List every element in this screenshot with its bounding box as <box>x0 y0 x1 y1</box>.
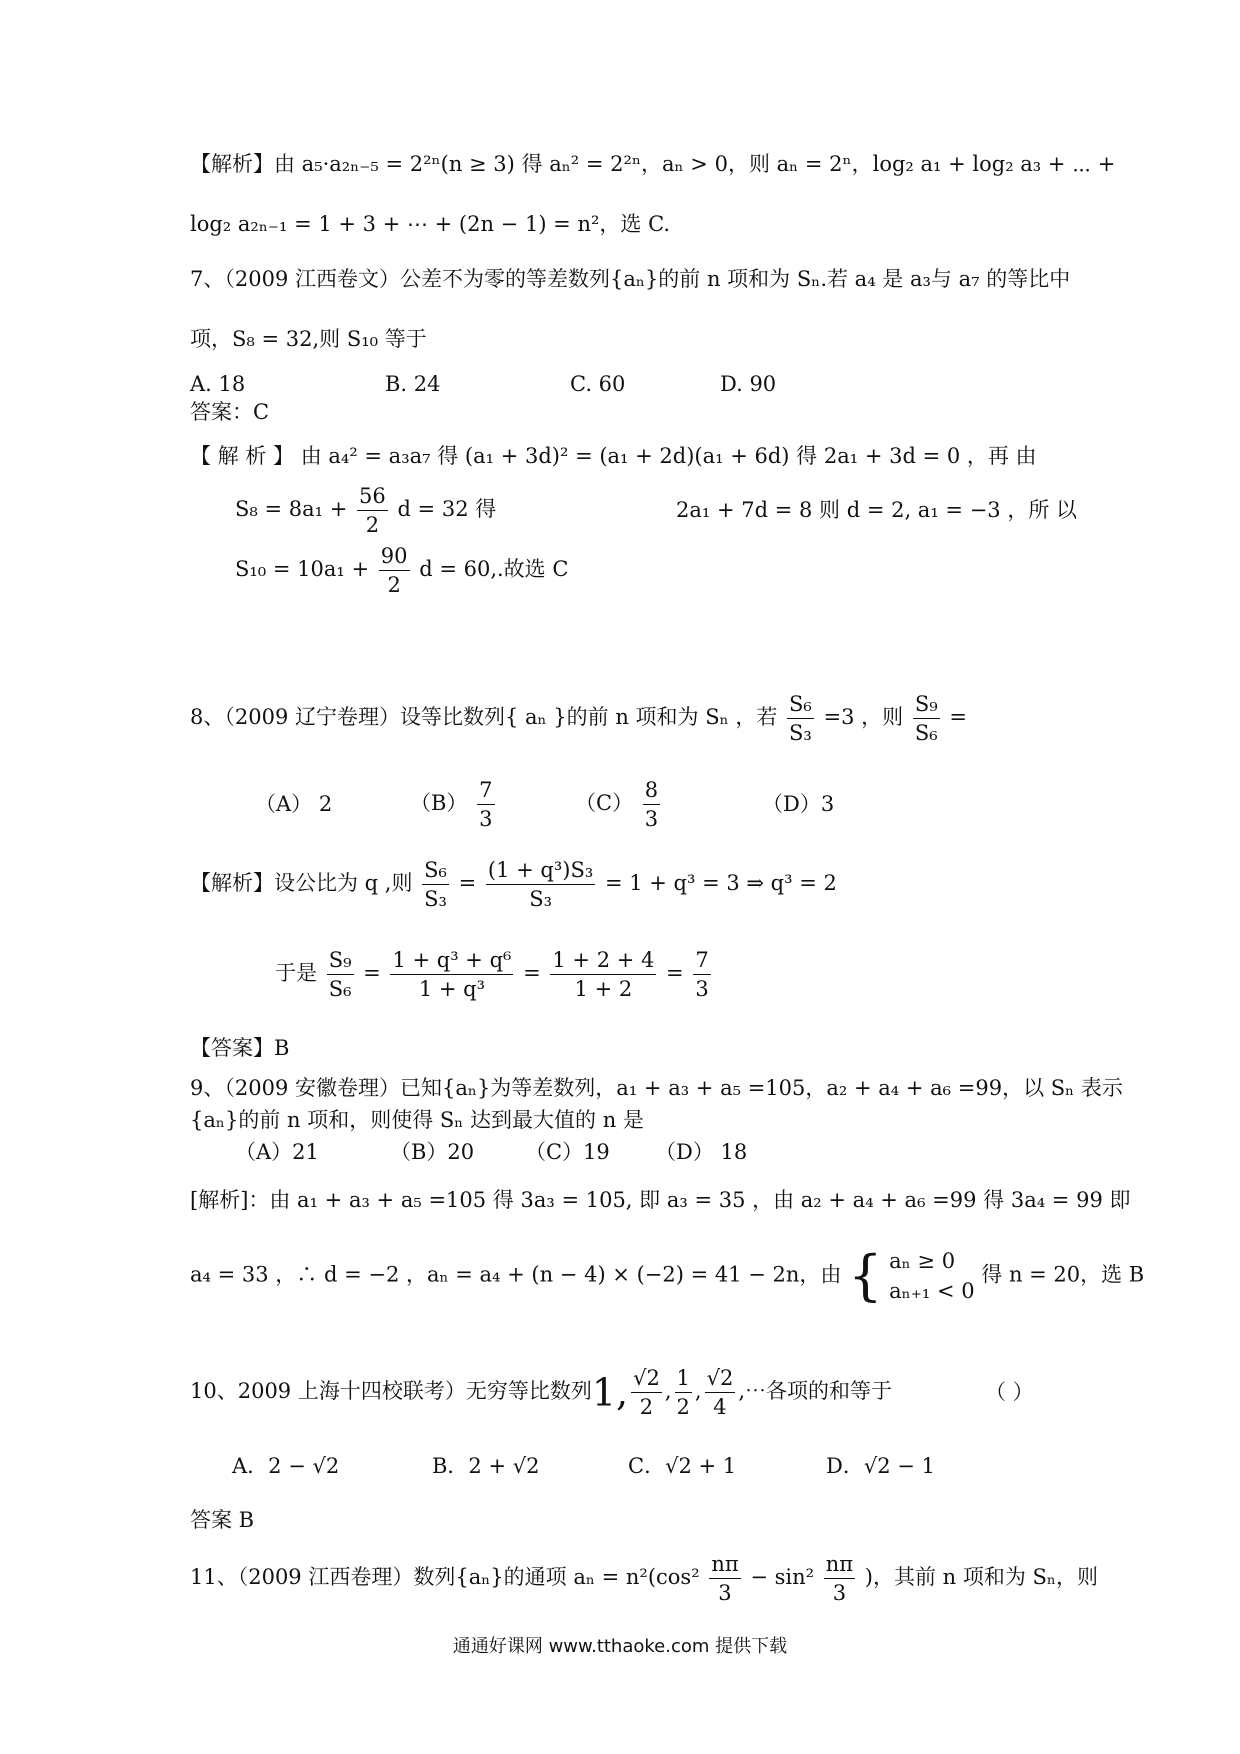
fraction: $\frac{8}{3}$ <box>644 778 659 831</box>
q9-option-d: （D） 18 <box>655 1140 748 1164</box>
q7-analysis-line-1: 【 解 析 】 由 a₄² = a₃a₇ 得 (a₁ + 3d)² = (a₁ + 2d)(a₁ + 6d) 得 2a₁ + 3d = 0 ，再 由 <box>190 444 1037 468</box>
analysis-6-line-2: log₂ a₂ₙ₋₁ = 1 + 3 + ⋯ + (2n − 1) = n²，选 C. <box>190 212 671 236</box>
q8-option-b <box>410 776 498 833</box>
q8-option-a: （A） 2 <box>255 792 333 816</box>
q7-analysis-line-2 <box>235 482 496 539</box>
q11-text-post: )，其前 n 项和为 Sₙ，则 <box>864 1565 1098 1589</box>
q8-answer: 【答案】B <box>190 1036 290 1060</box>
q8-text-eq: = <box>949 705 967 729</box>
q11-text-pre: 11、（2009 江西卷理）数列{aₙ}的通项 aₙ = n²(cos² <box>190 1565 700 1589</box>
q7-analysis-line-3 <box>235 542 568 599</box>
q9-analysis-pre: a₄ = 33 ，∴ d = −2 ，aₙ = a₄ + (n − 4) × (−2) = 41 − 2n，由 <box>190 1262 842 1287</box>
q7-option-c: C. 60 <box>570 372 626 396</box>
q8-option-d: （D）3 <box>762 792 835 816</box>
q9-option-a: （A）21 <box>235 1140 319 1164</box>
q10-option-c: C．√2 + 1 <box>628 1454 737 1478</box>
fraction: $\frac{\text{S₆}}{\text{S₃}}$ <box>789 692 812 745</box>
question-9-line-2: {aₙ}的前 n 项和，则使得 Sₙ 达到最大值的 n 是 <box>190 1108 644 1132</box>
question-7-line-1: 7、（2009 江西卷文）公差不为零的等差数列{aₙ}的前 n 项和为 Sₙ.若 a₄ 是 a₃与 a₇ 的等比中 <box>190 267 1071 291</box>
q11-text-mid: − sin² <box>750 1565 815 1589</box>
q9-analysis-post: 得 n = 20，选 B <box>981 1262 1145 1287</box>
question-11-line <box>190 1550 1098 1607</box>
q9-option-b: （B）20 <box>390 1140 475 1164</box>
question-8-line <box>190 690 967 747</box>
analysis-6-line-1: 【解析】由 a₅·a₂ₙ₋₅ = 2²ⁿ(n ≥ 3) 得 aₙ² = 2²ⁿ，aₙ > 0，则 aₙ = 2ⁿ，log₂ a₁ + log₂ a₃ + ⋯ + <box>190 152 1116 176</box>
q10-answer: 答案 B <box>190 1508 255 1532</box>
fraction: $\frac{\text{S₉}}{\text{S₆}}$ <box>328 948 352 1001</box>
q7-option-b: B. 24 <box>385 372 441 396</box>
q10-option-d: D．√2 − 1 <box>826 1454 935 1478</box>
q10-option-b: B．2 + √2 <box>432 1454 540 1478</box>
inequality-2: aₙ₊₁ < 0 <box>889 1279 975 1303</box>
fraction: $\frac{√2}{2}$ <box>633 1366 660 1419</box>
q8-analysis-pre: 【解析】设公比为 q ,则 <box>190 871 413 895</box>
q8-option-c <box>575 776 663 833</box>
q8-analysis-2-pre: 于是 <box>275 961 317 985</box>
q9-analysis-line-2 <box>190 1246 1144 1306</box>
fraction: $\frac{√2}{4}$ <box>706 1366 734 1419</box>
q10-answer-blank: （ ） <box>985 1380 1034 1404</box>
q7-answer: 答案：C <box>190 400 270 424</box>
q7-option-d: D. 90 <box>720 372 777 396</box>
q8-analysis-line-2: 于是 $\frac{\text{S₉}}{\text{S₆}}$ = $\frac{\text{1 + q³ + q⁶}}{\text{1 + q³}}$ = $\frac{1 + 2 + 4}{1 + 2}$ = $\frac{7}{3}$ <box>275 948 709 1001</box>
left-brace-icon: { <box>848 1244 883 1307</box>
q10-first-term: 1, <box>591 1370 629 1415</box>
q9-option-c: （C）19 <box>525 1140 610 1164</box>
fraction: $\frac{7}{3}$ <box>479 778 493 831</box>
question-7-line-2: 项，S₈ = 32,则 S₁₀ 等于 <box>190 327 427 351</box>
q7-analysis-line-2-right: 2a₁ + 7d = 8 则 d = 2, a₁ = −3 ，所 以 <box>676 498 1077 522</box>
q8-analysis-line-1: 【解析】设公比为 q ,则 $\frac{\text{S₆}}{\text{S₃}}$ = $\frac{\text{(1 + q³)S₃}}{\text{S₃}}$ = 1 + q³ = 3 ⇒ q³ = 2 <box>190 858 837 911</box>
fraction: $\frac{\text{S₆}}{\text{S₃}}$ <box>424 858 447 911</box>
question-10-line: 10、2009 上海十四校联考）无穷等比数列1, $\frac{√2}{2}$ , $\frac{1}{2}$ , $\frac{√2}{4}$ ,⋯各项的和等于 <box>190 1366 893 1419</box>
inequality-1: aₙ ≥ 0 <box>889 1249 956 1273</box>
q10-option-a: A．2 − √2 <box>232 1454 340 1478</box>
q10-text-post: ,⋯各项的和等于 <box>738 1379 893 1403</box>
fraction: $\frac{n\pi}{3}$ <box>711 1552 739 1605</box>
q10-text-pre: 10、2009 上海十四校联考）无穷等比数列 <box>190 1379 592 1403</box>
q7-analysis-line-3-pre: S₁₀ = 10a₁ + <box>235 557 370 581</box>
q7-analysis-line-2-post: d = 32 得 <box>397 497 497 521</box>
q7-option-a: A. 18 <box>190 372 246 396</box>
q8-text-mid: =3 ，则 <box>823 705 904 729</box>
fraction: $\frac{7}{3}$ <box>695 948 709 1001</box>
fraction: $\frac{\text{S₉}}{\text{S₆}}$ <box>914 692 938 745</box>
fraction: $\frac{1 + 2 + 4}{1 + 2}$ <box>552 948 655 1001</box>
fraction: $\frac{n\pi}{3}$ <box>825 1552 854 1605</box>
page-footer: 通通好课网 www.tthaoke.com 提供下载 <box>452 1636 788 1657</box>
q9-analysis-line-1: [解析]：由 a₁ + a₃ + a₅ =105 得 3a₃ = 105, 即 a₃ = 35 ，由 a₂ + a₄ + a₆ =99 得 3a₄ = 99 即 <box>190 1188 1131 1212</box>
q7-analysis-line-3-post: d = 60,.故选 C <box>419 557 569 581</box>
fraction: $\frac{\text{(1 + q³)S₃}}{\text{S₃}}$ <box>487 858 594 911</box>
fraction: $\frac{90}{2}$ <box>380 544 408 597</box>
q8-text-pre: 8、（2009 辽宁卷理）设等比数列{ aₙ }的前 n 项和为 Sₙ ，若 <box>190 705 778 729</box>
question-9-line-1: 9、（2009 安徽卷理）已知{aₙ}为等差数列，a₁ + a₃ + a₅ =105，a₂ + a₄ + a₆ =99，以 Sₙ 表示 <box>190 1076 1123 1100</box>
q7-analysis-line-2-pre: S₈ = 8a₁ + <box>235 497 348 521</box>
q8-option-c-label: （C） <box>575 791 634 815</box>
fraction: $\frac{56}{2}$ <box>359 484 386 537</box>
fraction: $\frac{1}{2}$ <box>676 1366 690 1419</box>
inequality-system <box>889 1246 974 1306</box>
q8-analysis-post: = 1 + q³ = 3 ⇒ q³ = 2 <box>604 871 837 895</box>
fraction: $\frac{\text{1 + q³ + q⁶}}{\text{1 + q³}}$ <box>392 948 512 1001</box>
q8-option-b-label: （B） <box>410 791 468 815</box>
